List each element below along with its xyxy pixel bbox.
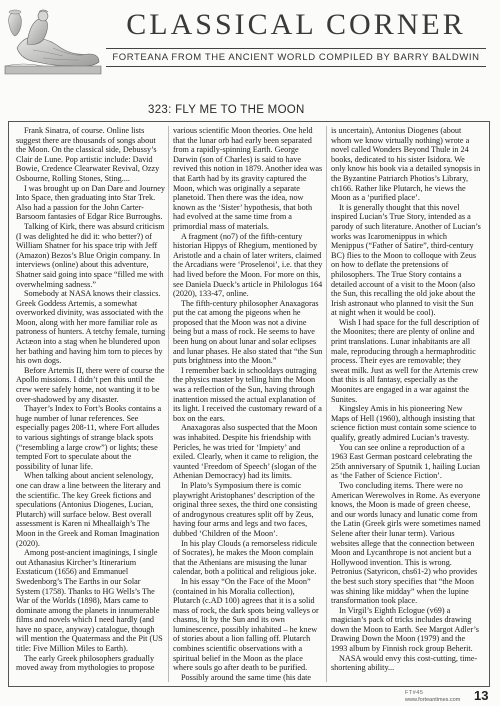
paragraph: I remember back in schooldays outraging the physics master by telling him the Moon was a reflection of the Sun, having through inattention missed the actual explanation of its light. I received the customary reward of a box on the ears. [173,365,322,423]
paragraph: Possibly around the same time (his date [181,672,312,682]
footer-brand: FT#45 [405,690,424,696]
divider [106,48,486,49]
paragraph: A fragment (no7) of the fifth-century historian Hippys of Rhegium, mentioned by Aristotle and a chain of later writers, claimed the Arcadians were ‘Proselenoi’, i.e. that they had lived before the Moon. For more on this, see Daniela Dueck’s article in Philologus 164 (2020), 133-47, online. [173,231,323,299]
paragraph: In Plato’s Symposium there is comic playwright Aristophanes’ description of the original three sexes, the third one consisting of androgynous creatures split off by Zeus, having four arms and legs and two faces, dubbed ‘Children of the Moon’. [173,480,318,538]
paragraph: Kingsley Amis in his pioneering New Maps of Hell (1960), although insisting that science fiction must contain some science to qualify, greatly admired Lucian’s travesty. [331,404,477,442]
column-divider [326,126,327,682]
paragraph: Thayer’s Index to Fort’s Books contains a huge number of lunar references. See especially pages 208-11, where Fort alludes to various sightings of strange black spots (“resembling a large crow”) or lights; these tempted Fort to speculate about the possibility of lunar life. [16,404,162,471]
paragraph: Before Artemis II, there were of course the Apollo missions. I didn’t pen this until the crew were safely home, not wanting it to be over-shadowed by any disaster. [16,365,165,404]
column-title: CLASSICAL CORNER [126,8,466,41]
column-subtitle: FORTEANA FROM THE ANCIENT WORLD COMPILED BY BARRY BALDWIN [112,52,480,63]
paragraph: Anaxagoras also suspected that the Moon was inhabited. Despite his friendship with Pericles, he was tried for ‘Impiety’ and exiled. Clearly, when it came to religion, the vaunted ‘Freedom of Speech’ (slogan of the Athenian Democracy) had its limits. [173,423,319,481]
paragraph: In his play Clouds (a remorseless ridicule of Socrates), he makes the Moon complain that the Athenians are misusing the lunar calendar, both a political and religious joke. [173,538,317,577]
article-title: 323: FLY ME TO THE MOON [148,104,305,116]
paragraph: When talking about ancient selenology, one can draw a line between the literary and the scientific. The key Greek fictions and speculations (Antonius Diogenes, Lucian, Plutarch) will surface below. Best overall assessment is Karen ni Mheallaigh’s The Moon in the Greek and Roman Imagination (2020). [16,471,161,548]
footer-url: www.forteantimes.com [405,697,461,703]
text-column-3 [331,126,481,683]
page-number: 13 [474,688,489,703]
paragraph: Two concluding items. There were no American Werewolves in Rome. As everyone knows, the Moon is made of green cheese, and our words lunacy and lunatic come from the Latin (Greek girls were sometimes named Selene after their lunar term). Various websites allege that the connection between Moon and Lycanthrope is not ancient but a Hollywood invention. This is wrong. Petronius (Satyricon, chs61-2) who provides the best such story specifies that “the Moon was shining like midday” when the lupine transformation took place. [331,480,481,606]
paragraph: Among post-ancient imaginings, I single out Athanasius Kircher’s Itinerarium Exstaticum (1656) and Emmanuel Swedenborg’s The Earths in our Solar System (1758). Thanks to HG Wells’s The War of the Worlds (1898), Mars came to dominate among the planets in innumerable films and novels which I need hardly (and have no space, anyway) catalogue, though will mention the Quatermass and the Pit (US title: Five Million Miles to Earth). [16,548,163,654]
column-header [0,0,500,78]
paragraph: Talking of Kirk, there was absurd criticism (I was delighted he did it: who better?) of William Shatner for his space trip with Jeff (Amazon) Bezos’s Blue Origin company. In interviews (online) about this adventure, Shatner said going into space “filled me with overwhelming sadness.” [16,221,165,289]
paragraph: It is generally thought that this novel inspired Lucian’s True Story, intended as a parody of such literature. Another of Lucian’s works was Icaromenippus in which Menippus (“Father of Satire”, third-century BC) flies to the Moon to colloque with Zeus on how to deflate the pretensions of philosophers. The True Story contains a detailed account of a visit to the Moon (also the Sun, this recalling the old joke about the Irish astronaut who planned to visit the Sun at night when it would be cool). [331,202,481,318]
paragraph: Somebody at NASA knows their classics. Greek Goddess Artemis, a somewhat overworked divinity, was associated with the Moon, along with her more familiar role as patroness of hunters. A tetchy female, turning Actæon into a stag when he blundered upon her bathing and having him torn to pieces by his own dogs. [16,289,166,366]
reclining-statue-icon [3,4,103,76]
paragraph: In Virgil’s Eighth Eclogue (v69) a magician’s pack of tricks includes drawing down the Moon to Earth. See Margot Adler’s Drawing Down the Moon (1979) and the 1993 album by Finnish rock group Beherit. [331,605,479,654]
paragraph: is uncertain), Antonius Diogenes (about whom we know virtually nothing) wrote a novel called Wonders Beyond Thule in 24 books, dedicated to his sister Isidora. We only know his book via a detailed synopsis in the Byzantine Patriarch Photios’s Library, ch166. Rather like Plutarch, he views the Moon as a ‘purified place’. [331,126,481,203]
text-column-2 [173,126,323,683]
paragraph: You can see online a reproduction of a 1963 East German postcard celebrating the 25th anniversary of Sputnik 1, hailing Lucian as ‘the Father of Science Fiction’. [331,442,480,481]
divider [106,66,486,67]
paragraph: various scientific Moon theories. One held that the lunar orb had early been separated from a rapidly-spinning Earth. George Darwin (son of Charles) is said to have revived this notion in 1879. Another idea was that Earth had by its gravity captured the Moon, which was originally a separate planetoid. Then there was the idea, now known as the ‘Sister’ hypothesis, that both had evolved at the same time from a primordial mass of materials. [173,126,323,231]
paragraph: Wish I had space for the full description of the Moonites; there are plenty of online and print translations. Lunar inhabitants are all male, reproducing through a hermaphroditic process. Their eyes are removable; they sweat milk. Just as well for the Artemis crew that this is all fantasy, especially as the Moonites are engaged in a war against the Sunites. [331,317,480,404]
column-divider [168,126,169,682]
paragraph: In his essay “On the Face of the Moon” (contained in his Moralia collection), Plutarch (c.AD 100) agrees that it is a solid mass of rock, the dark spots being valleys or chasms, lit by the Sun and its own luminescence, possibly inhabited – he knew of stories about a lion falling off. Plutarch combines scientific observations with a spiritual belief in the Moon as the place where souls go after death to be purified. [173,576,319,673]
paragraph: The fifth-century philosopher Anaxagoras put the cat among the pigeons when he proposed that the Moon was not a divine being but a mass of rock. He seems to have been hung on about lunar and solar eclipses and lunar phases. He also stated that “the Sun puts brightness into the Moon.” [173,298,323,366]
text-column-1 [16,126,166,683]
paragraph: Frank Sinatra, of course. Online lists suggest there are thousands of songs about the Moon. On the classical side, Debussy’s Clair de Lune. Pop artistic include: David Bowie, Credence Clearwater Revival, Ozzy Osbourne, Rolling Stones, Sting.... [16,126,160,183]
paragraph: The early Greek philosophers gradually moved away from mythologies to propose [16,653,155,673]
paragraph: NASA would envy this cost-cutting, time-shortening ability... [331,653,478,673]
paragraph: I was brought up on Dan Dare and Journey Into Space, then graduating into Star Trek. Also had a passion for the John Carter-Barsoom fantasies of Edgar Rice Burroughs. [16,183,165,222]
